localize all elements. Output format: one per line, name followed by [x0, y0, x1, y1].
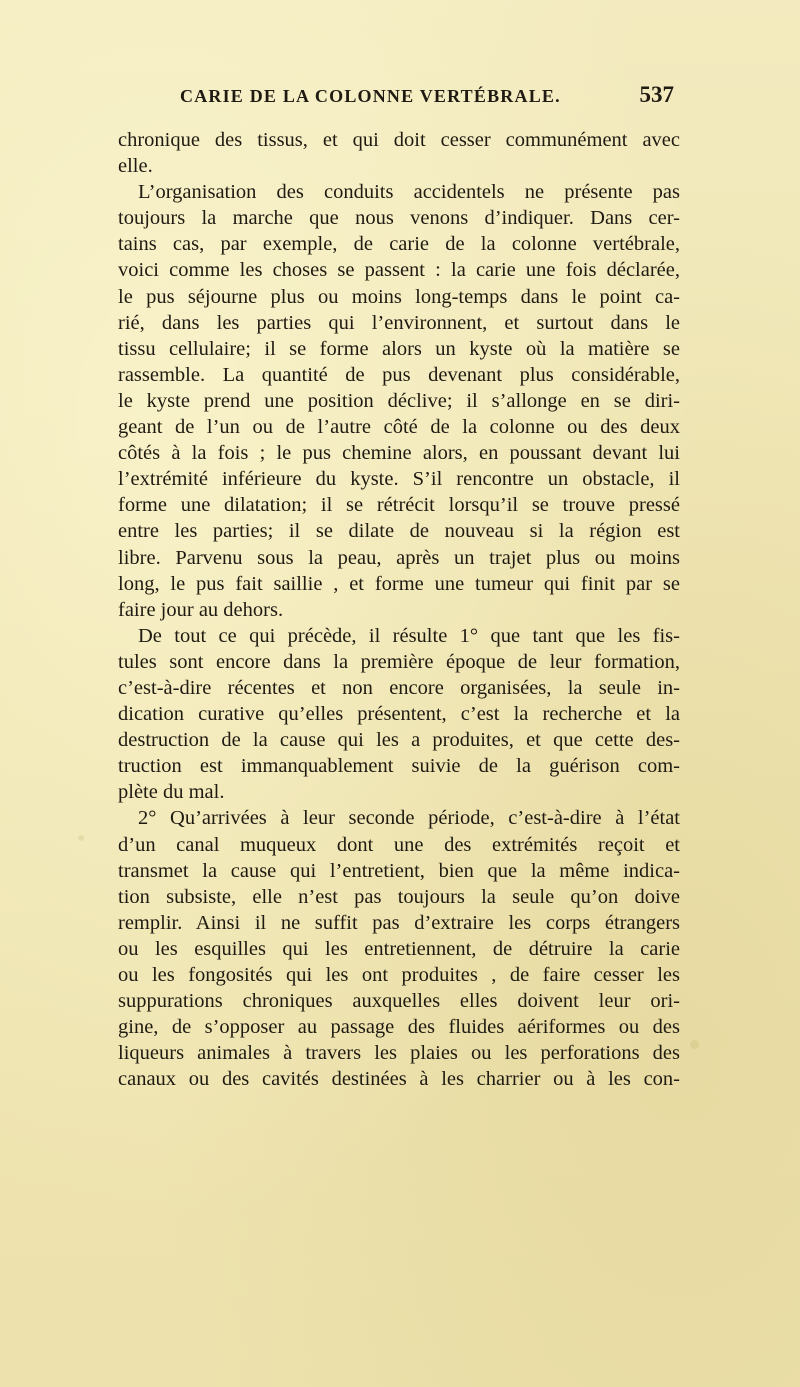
text-line: le pus séjourne plus ou moins long-temps dans le point ca- [118, 285, 680, 308]
text-line: faire jour au dehors. [118, 598, 284, 621]
text-line: remplir. Ainsi il ne suffit pas d’extraire les corps étrangers [118, 911, 680, 934]
text-line: toujours la marche que nous venons d’indiquer. Dans cer- [118, 207, 680, 230]
text-line: suppurations chroniques auxquelles elles doivent leur ori- [118, 990, 680, 1013]
text-line: gine, de s’opposer au passage des fluides aériformes ou des [118, 1016, 680, 1039]
text-line: rié, dans les parties qui l’environnent, et surtout dans le [118, 311, 680, 334]
text-line: De tout ce qui précède, il résulte 1° que tant que les fis- [138, 624, 680, 647]
text-line: forme une dilatation; il se rétrécit lorsqu’il se trouve pressé [118, 494, 680, 517]
text-line: entre les parties; il se dilate de nouveau si la région est [118, 520, 680, 543]
body-text [118, 127, 680, 1092]
text-line: libre. Parvenu sous la peau, après un trajet plus ou moins [118, 546, 680, 569]
text-line: d’un canal muqueux dont une des extrémités reçoit et [118, 833, 680, 856]
text-line: plète du mal. [118, 781, 225, 804]
text-line: tains cas, par exemple, de carie de la colonne vertébrale, [118, 233, 680, 256]
text-line: transmet la cause qui l’entretient, bien que la même indica- [118, 859, 680, 882]
text-line: canaux ou des cavités destinées à les charrier ou à les con- [118, 1068, 680, 1091]
text-line: elle. [118, 155, 153, 178]
text-line: ou les esquilles qui les entretiennent, de détruire la carie [118, 937, 680, 960]
page-number: 537 [639, 82, 674, 107]
text-line: voici comme les choses se passent : la carie une fois déclarée, [118, 259, 680, 282]
paper-stain [690, 1040, 699, 1049]
text-line: destruction de la cause qui les a produites, et que cette des- [118, 729, 680, 752]
text-line: tules sont encore dans la première époque de leur formation, [118, 650, 680, 673]
paper-stain [78, 835, 84, 841]
text-line: tion subsiste, elle n’est pas toujours la seule qu’on doive [118, 885, 680, 908]
text-line: rassemble. La quantité de pus devenant plus considérable, [118, 363, 680, 386]
text-line: geant de l’un ou de l’autre côté de la colonne ou des deux [118, 416, 680, 439]
text-line: liqueurs animales à travers les plaies ou les perforations des [118, 1042, 680, 1065]
text-line: chronique des tissus, et qui doit cesser communément avec [118, 129, 680, 151]
text-line: dication curative qu’elles présentent, c’est la recherche et la [118, 703, 680, 726]
page-header [118, 82, 680, 114]
text-line: truction est immanquablement suivie de la guérison com- [118, 755, 680, 778]
text-line: long, le pus fait saillie , et forme une tumeur qui finit par se [118, 572, 680, 595]
text-line: tissu cellulaire; il se forme alors un kyste où la matière se [118, 337, 680, 360]
text-line: l’extrémité inférieure du kyste. S’il rencontre un obstacle, il [118, 468, 680, 491]
text-line: côtés à la fois ; le pus chemine alors, en poussant devant lui [118, 442, 680, 465]
text-line: 2° Qu’arrivées à leur seconde période, c’est-à-dire à l’état [138, 807, 680, 830]
text-line: le kyste prend une position déclive; il s’allonge en se diri- [118, 389, 680, 412]
text-line: c’est-à-dire récentes et non encore organisées, la seule in- [118, 676, 680, 699]
text-line: L’organisation des conduits accidentels ne présente pas [138, 181, 680, 204]
running-title: CARIE DE LA COLONNE VERTÉBRALE. [180, 86, 561, 106]
text-line: ou les fongosités qui les ont produites , de faire cesser les [118, 964, 680, 986]
